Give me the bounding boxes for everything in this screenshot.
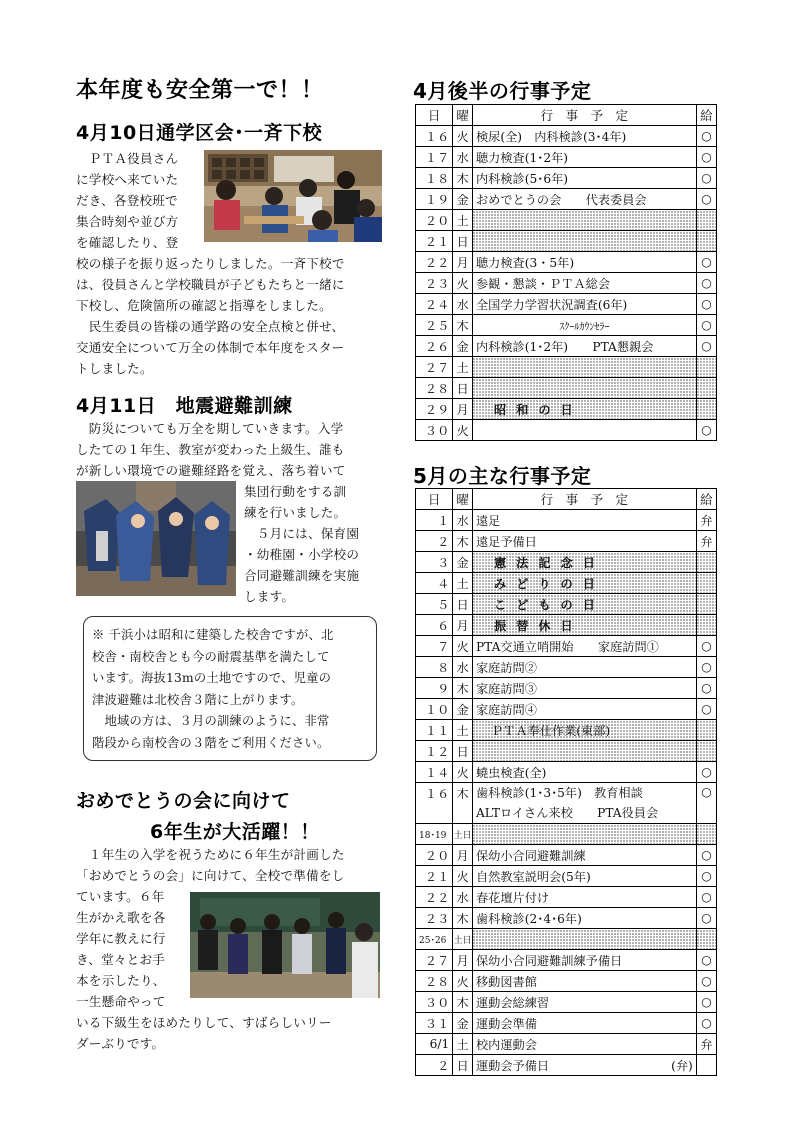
cell-event: 蟯虫検査(全) bbox=[472, 762, 696, 783]
cell-event: 自然教室説明会(5年) bbox=[472, 866, 696, 887]
text-line: 集合時刻や並び方 bbox=[76, 214, 179, 229]
cell-weekday: 月 bbox=[453, 399, 473, 420]
cell-lunch: ○ bbox=[696, 678, 716, 699]
cell-weekday: 日 bbox=[453, 594, 473, 615]
text-line: トしました。 bbox=[76, 361, 153, 376]
holiday-label: 憲法記念日 bbox=[493, 555, 605, 570]
table-row bbox=[416, 1055, 717, 1076]
cell-weekday: 木 bbox=[453, 315, 473, 336]
table-row bbox=[416, 189, 717, 210]
table-row bbox=[416, 531, 717, 552]
cell-event bbox=[472, 1055, 696, 1076]
header-day: 日 bbox=[416, 489, 453, 510]
main-title: 本年度も安全第一で！！ bbox=[76, 78, 324, 103]
cell-weekday: 木 bbox=[453, 992, 473, 1013]
section3-title-line2: 6年生が大活躍！！ bbox=[150, 821, 320, 843]
cell-lunch: ○ bbox=[696, 189, 716, 210]
table-row bbox=[416, 678, 717, 699]
notice-body bbox=[92, 625, 334, 754]
header-weekday: 曜 bbox=[453, 105, 473, 126]
cell-event: 全国学力学習状況調査(6年) bbox=[472, 294, 696, 315]
text-line: 地域の方は、３月の訓練のように、非常 bbox=[92, 714, 330, 728]
cell-day: ２３ bbox=[416, 908, 453, 929]
cell-lunch: ○ bbox=[696, 636, 716, 657]
table-row bbox=[416, 231, 717, 252]
cell-weekday: 水 bbox=[453, 657, 473, 678]
cell-event: 家庭訪問② bbox=[472, 657, 696, 678]
event-line-2: ALTロイさん来校 PTA役員会 bbox=[475, 806, 659, 820]
table-row bbox=[416, 147, 717, 168]
cell-lunch bbox=[696, 929, 716, 950]
cell-weekday: 火 bbox=[453, 126, 473, 147]
table-row bbox=[416, 699, 717, 720]
text-line: ※ 千浜小は昭和に建築した校舎ですが、北 bbox=[92, 628, 334, 642]
table-header-row bbox=[416, 105, 717, 126]
holiday-label: 昭和の日 bbox=[493, 402, 583, 417]
table-row bbox=[416, 510, 717, 531]
cell-day: ２４ bbox=[416, 294, 453, 315]
table-row bbox=[416, 420, 717, 441]
table-row bbox=[416, 866, 717, 887]
cell-weekday: 月 bbox=[453, 950, 473, 971]
cell-weekday: 木 bbox=[453, 783, 473, 824]
cell-weekday: 火 bbox=[453, 273, 473, 294]
text-line: 校舎・南校舎とも今の耐震基準を満たして bbox=[92, 649, 330, 664]
cell-weekday: 木 bbox=[453, 908, 473, 929]
table-row bbox=[416, 168, 717, 189]
cell-weekday: 木 bbox=[453, 168, 473, 189]
cell-lunch: ○ bbox=[696, 126, 716, 147]
cell-event: 保幼小合同避難訓練予備日 bbox=[472, 950, 696, 971]
cell-weekday: 火 bbox=[453, 420, 473, 441]
cell-weekday: 日 bbox=[453, 741, 473, 762]
cell-day: ２７ bbox=[416, 950, 453, 971]
cell-day: ２２ bbox=[416, 887, 453, 908]
text-line: ・幼稚園・小学校の bbox=[244, 547, 360, 562]
header-event: 行 事 予 定 bbox=[472, 105, 696, 126]
table-row bbox=[416, 294, 717, 315]
table-header-row bbox=[416, 489, 717, 510]
cell-day: ９ bbox=[416, 678, 453, 699]
cell-weekday: 土日 bbox=[453, 824, 473, 845]
cell-weekday: 土 bbox=[453, 1034, 473, 1055]
cell-lunch: ○ bbox=[696, 147, 716, 168]
cell-day: ３０ bbox=[416, 992, 453, 1013]
text-line: 津波避難は北校舎３階に上がります。 bbox=[92, 692, 304, 707]
cell-day: １１ bbox=[416, 720, 453, 741]
cell-weekday: 木 bbox=[453, 531, 473, 552]
cell-lunch bbox=[696, 824, 716, 845]
cell-lunch bbox=[696, 741, 716, 762]
holiday-label: みどりの日 bbox=[493, 576, 605, 591]
cell-weekday: 土 bbox=[453, 720, 473, 741]
cell-lunch: ○ bbox=[696, 783, 716, 824]
cell-day: １６ bbox=[416, 783, 453, 824]
cell-lunch bbox=[696, 615, 716, 636]
header-event: 行 事 予 定 bbox=[472, 489, 696, 510]
cell-lunch bbox=[696, 399, 716, 420]
cell-lunch bbox=[696, 378, 716, 399]
cell-event bbox=[472, 378, 696, 399]
cell-day: ７ bbox=[416, 636, 453, 657]
cell-lunch: 弁 bbox=[696, 531, 716, 552]
cell-lunch bbox=[696, 594, 716, 615]
cell-event: おめでとうの会 代表委員会 bbox=[472, 189, 696, 210]
cell-lunch: ○ bbox=[696, 168, 716, 189]
cell-day: ２６ bbox=[416, 336, 453, 357]
holiday-label: こどもの日 bbox=[493, 597, 605, 612]
text-line: は、役員さんと学校職員が子どもたちと一緒に bbox=[76, 277, 345, 292]
cell-weekday: 水 bbox=[453, 510, 473, 531]
cell-weekday: 月 bbox=[453, 252, 473, 273]
section3-body-top bbox=[76, 844, 345, 886]
cell-day: ４ bbox=[416, 573, 453, 594]
text-line: だき、各登校班で bbox=[76, 193, 178, 208]
cell-lunch bbox=[696, 1055, 716, 1076]
cell-day: ２９ bbox=[416, 399, 453, 420]
text-line: 集団行動をする訓 bbox=[244, 484, 347, 499]
cell-event bbox=[472, 741, 696, 762]
table-row bbox=[416, 992, 717, 1013]
cell-lunch: ○ bbox=[696, 699, 716, 720]
cell-day: ２０ bbox=[416, 210, 453, 231]
cell-event: 聴力検査(3・5年) bbox=[472, 252, 696, 273]
cell-event bbox=[472, 594, 696, 615]
table-row bbox=[416, 1034, 717, 1055]
event-line-1: 歯科検診(1･3･5年) 教育相談 bbox=[475, 786, 643, 800]
text-line: 本を示したり、 bbox=[76, 973, 166, 988]
header-day: 日 bbox=[416, 105, 453, 126]
cell-day: ２７ bbox=[416, 357, 453, 378]
cell-event bbox=[472, 573, 696, 594]
table-row bbox=[416, 210, 717, 231]
cell-weekday: 月 bbox=[453, 845, 473, 866]
table-row bbox=[416, 252, 717, 273]
cell-lunch bbox=[696, 573, 716, 594]
text-line: ５月には、保育園 bbox=[244, 526, 360, 541]
text-line: 交通安全について万全の体制で本年度をスター bbox=[76, 340, 345, 355]
section3-title-line1: おめでとうの会に向けて bbox=[76, 790, 291, 812]
cell-event: ｽｸｰﾙｶｳﾝｾﾗｰ bbox=[472, 315, 696, 336]
cell-weekday: 水 bbox=[453, 147, 473, 168]
text-line: 学年に教えに行 bbox=[76, 931, 166, 946]
earthquake-notice-box bbox=[83, 616, 377, 761]
cell-event bbox=[472, 615, 696, 636]
cell-day: １８ bbox=[416, 168, 453, 189]
table-row bbox=[416, 783, 717, 824]
cell-weekday: 土日 bbox=[453, 929, 473, 950]
cell-weekday: 日 bbox=[453, 231, 473, 252]
cell-weekday: 土 bbox=[453, 210, 473, 231]
cell-day: ３１ bbox=[416, 1013, 453, 1034]
cell-lunch: ○ bbox=[696, 1013, 716, 1034]
cell-lunch: ○ bbox=[696, 950, 716, 971]
cell-weekday: 金 bbox=[453, 336, 473, 357]
cell-lunch: ○ bbox=[696, 887, 716, 908]
photo-evacuation-drill bbox=[76, 481, 236, 596]
cell-day: ８ bbox=[416, 657, 453, 678]
cell-day: １０ bbox=[416, 699, 453, 720]
cell-day: 6/1 bbox=[416, 1034, 453, 1055]
cell-lunch: ○ bbox=[696, 866, 716, 887]
cell-day: ２ bbox=[416, 531, 453, 552]
cell-lunch bbox=[696, 357, 716, 378]
cell-lunch bbox=[696, 210, 716, 231]
text-line: ています。６年 bbox=[76, 889, 165, 904]
table-row bbox=[416, 636, 717, 657]
cell-day: ２２ bbox=[416, 252, 453, 273]
cell-day: 18･19 bbox=[416, 824, 453, 845]
cell-weekday: 木 bbox=[453, 678, 473, 699]
table-row bbox=[416, 126, 717, 147]
text-line: 一生懸命やって bbox=[76, 994, 166, 1009]
header-lunch: 給 bbox=[696, 105, 716, 126]
text-line: います。海抜13mの土地ですので、児童の bbox=[92, 671, 332, 685]
cell-event bbox=[472, 357, 696, 378]
cell-weekday: 土 bbox=[453, 573, 473, 594]
cell-weekday: 金 bbox=[453, 699, 473, 720]
table-row bbox=[416, 357, 717, 378]
cell-event: 保幼小合同避難訓練 bbox=[472, 845, 696, 866]
cell-event: 参観・懇談・ＰＴＡ総会 bbox=[472, 273, 696, 294]
table-row bbox=[416, 1013, 717, 1034]
table-row bbox=[416, 573, 717, 594]
cell-event bbox=[472, 231, 696, 252]
cell-weekday: 火 bbox=[453, 636, 473, 657]
cell-weekday: 日 bbox=[453, 1055, 473, 1076]
table-row bbox=[416, 657, 717, 678]
cell-event bbox=[472, 210, 696, 231]
cell-day: １７ bbox=[416, 147, 453, 168]
table-row bbox=[416, 315, 717, 336]
cell-day: ５ bbox=[416, 594, 453, 615]
cell-event: PTA交通立哨開始 家庭訪問① bbox=[472, 636, 696, 657]
cell-day: ２１ bbox=[416, 231, 453, 252]
text-line: 「おめでとうの会」に向けて、全校で準備をし bbox=[76, 868, 345, 883]
cell-event: 内科検診(5･6年) bbox=[472, 168, 696, 189]
cell-weekday: 火 bbox=[453, 971, 473, 992]
cell-lunch: 弁 bbox=[696, 510, 716, 531]
cell-event: 運動会準備 bbox=[472, 1013, 696, 1034]
cell-event bbox=[472, 929, 696, 950]
cell-event bbox=[472, 783, 696, 824]
cell-weekday: 水 bbox=[453, 294, 473, 315]
cell-lunch: ○ bbox=[696, 762, 716, 783]
text-line: が新しい環境での避難経路を覚え、落ち着いて bbox=[76, 463, 346, 478]
cell-day: １６ bbox=[416, 126, 453, 147]
cell-event: 聴力検査(1･2年) bbox=[472, 147, 696, 168]
cell-day: ６ bbox=[416, 615, 453, 636]
cell-lunch: ○ bbox=[696, 273, 716, 294]
cell-event: 遠足 bbox=[472, 510, 696, 531]
text-line: 合同避難訓練を実施 bbox=[244, 568, 360, 583]
text-line: 民生委員の皆様の通学路の安全点検と併せ、 bbox=[76, 319, 345, 334]
cell-event: 春花壇片付け bbox=[472, 887, 696, 908]
april-schedule-title: 4月後半の行事予定 bbox=[413, 79, 592, 103]
table-row bbox=[416, 762, 717, 783]
cell-lunch: ○ bbox=[696, 420, 716, 441]
cell-lunch bbox=[696, 552, 716, 573]
text-line: 下校し、危険箇所の確認と指導をしました。 bbox=[76, 298, 332, 313]
table-row bbox=[416, 741, 717, 762]
text-line: します。 bbox=[244, 589, 295, 604]
cell-weekday: 日 bbox=[453, 378, 473, 399]
cell-day: １２ bbox=[416, 741, 453, 762]
table-row bbox=[416, 552, 717, 573]
cell-event bbox=[472, 420, 696, 441]
cell-lunch bbox=[696, 720, 716, 741]
cell-day: ２１ bbox=[416, 866, 453, 887]
cell-event: 検尿(全) 内科検診(3･4年) bbox=[472, 126, 696, 147]
cell-lunch: ○ bbox=[696, 845, 716, 866]
table-row bbox=[416, 908, 717, 929]
section2-body-side bbox=[244, 481, 359, 607]
cell-lunch: ○ bbox=[696, 252, 716, 273]
cell-day: ２３ bbox=[416, 273, 453, 294]
text-line: １年生の入学を祝うために６年生が計画した bbox=[76, 847, 345, 862]
section2-title: 4月11日 地震避難訓練 bbox=[76, 395, 293, 417]
cell-day: ３０ bbox=[416, 420, 453, 441]
may-schedule-table bbox=[415, 488, 717, 1076]
event-lunch-note: (弁) bbox=[671, 1058, 693, 1073]
table-row bbox=[416, 273, 717, 294]
cell-weekday: 金 bbox=[453, 189, 473, 210]
cell-day: ２ bbox=[416, 1055, 453, 1076]
cell-event: 家庭訪問③ bbox=[472, 678, 696, 699]
holiday-label: 振替休日 bbox=[493, 618, 583, 633]
cell-lunch: ○ bbox=[696, 992, 716, 1013]
april-schedule-table bbox=[415, 104, 717, 441]
cell-lunch: ○ bbox=[696, 336, 716, 357]
cell-day: 25･26 bbox=[416, 929, 453, 950]
cell-event: 遠足予備日 bbox=[472, 531, 696, 552]
header-weekday: 曜 bbox=[453, 489, 473, 510]
table-row bbox=[416, 887, 717, 908]
table-row bbox=[416, 378, 717, 399]
cell-weekday: 月 bbox=[453, 615, 473, 636]
cell-weekday: 水 bbox=[453, 887, 473, 908]
cell-event bbox=[472, 824, 696, 845]
text-line: したての１年生、教室が変わった上級生、誰も bbox=[76, 442, 345, 457]
table-row bbox=[416, 824, 717, 845]
text-line: ダーぶりです。 bbox=[76, 1036, 165, 1051]
cell-event bbox=[472, 552, 696, 573]
table-row bbox=[416, 720, 717, 741]
section2-body-top bbox=[76, 418, 345, 481]
cell-day: ２５ bbox=[416, 315, 453, 336]
cell-lunch bbox=[696, 231, 716, 252]
text-line: き、堂々とお手 bbox=[76, 952, 166, 967]
text-line: 防災についても万全を期していきます。入学 bbox=[76, 421, 344, 436]
cell-day: １ bbox=[416, 510, 453, 531]
cell-event: 歯科検診(2･4･6年) bbox=[472, 908, 696, 929]
cell-event: 校内運動会 bbox=[472, 1034, 696, 1055]
text-line: 校の様子を振り返ったりしました。一斉下校で bbox=[76, 256, 345, 271]
event-text: 運動会予備日 bbox=[475, 1058, 550, 1073]
cell-event: 家庭訪問④ bbox=[472, 699, 696, 720]
table-row bbox=[416, 929, 717, 950]
header-lunch: 給 bbox=[696, 489, 716, 510]
cell-lunch: ○ bbox=[696, 294, 716, 315]
cell-event: 運動会総練習 bbox=[472, 992, 696, 1013]
cell-day: １９ bbox=[416, 189, 453, 210]
cell-day: １４ bbox=[416, 762, 453, 783]
section1-body bbox=[76, 148, 345, 379]
text-line: 練を行いました。 bbox=[244, 505, 347, 520]
table-row bbox=[416, 336, 717, 357]
cell-day: ２８ bbox=[416, 971, 453, 992]
table-row bbox=[416, 971, 717, 992]
cell-lunch: ○ bbox=[696, 657, 716, 678]
cell-lunch: ○ bbox=[696, 315, 716, 336]
cell-day: ３ bbox=[416, 552, 453, 573]
cell-weekday: 火 bbox=[453, 866, 473, 887]
table-row bbox=[416, 845, 717, 866]
cell-event bbox=[472, 399, 696, 420]
cell-event: ＰＴＡ奉仕作業(東部) bbox=[472, 720, 696, 741]
section1-title: 4月10日通学区会･一斉下校 bbox=[76, 122, 323, 144]
cell-event: 内科検診(1･2年) PTA懇親会 bbox=[472, 336, 696, 357]
table-row bbox=[416, 594, 717, 615]
cell-day: ２０ bbox=[416, 845, 453, 866]
cell-weekday: 火 bbox=[453, 762, 473, 783]
section3-body-side bbox=[76, 886, 332, 1054]
may-schedule-title: 5月の主な行事予定 bbox=[413, 464, 592, 488]
cell-day: ２８ bbox=[416, 378, 453, 399]
cell-weekday: 金 bbox=[453, 552, 473, 573]
text-line: 階段から南校舎の３階をご利用ください。 bbox=[92, 735, 330, 750]
text-line: を確認したり、登 bbox=[76, 235, 179, 250]
cell-weekday: 土 bbox=[453, 357, 473, 378]
cell-weekday: 金 bbox=[453, 1013, 473, 1034]
table-row bbox=[416, 615, 717, 636]
text-line: ＰＴＡ役員さん bbox=[76, 151, 179, 166]
cell-lunch: ○ bbox=[696, 908, 716, 929]
text-line: いる下級生をほめたりして、すばらしいリー bbox=[76, 1015, 332, 1030]
cell-event: 移動図書館 bbox=[472, 971, 696, 992]
cell-lunch: ○ bbox=[696, 971, 716, 992]
table-row bbox=[416, 399, 717, 420]
table-row bbox=[416, 950, 717, 971]
text-line: に学校へ来ていた bbox=[76, 172, 179, 187]
cell-lunch: 弁 bbox=[696, 1034, 716, 1055]
text-line: 生がかえ歌を各 bbox=[76, 910, 166, 925]
